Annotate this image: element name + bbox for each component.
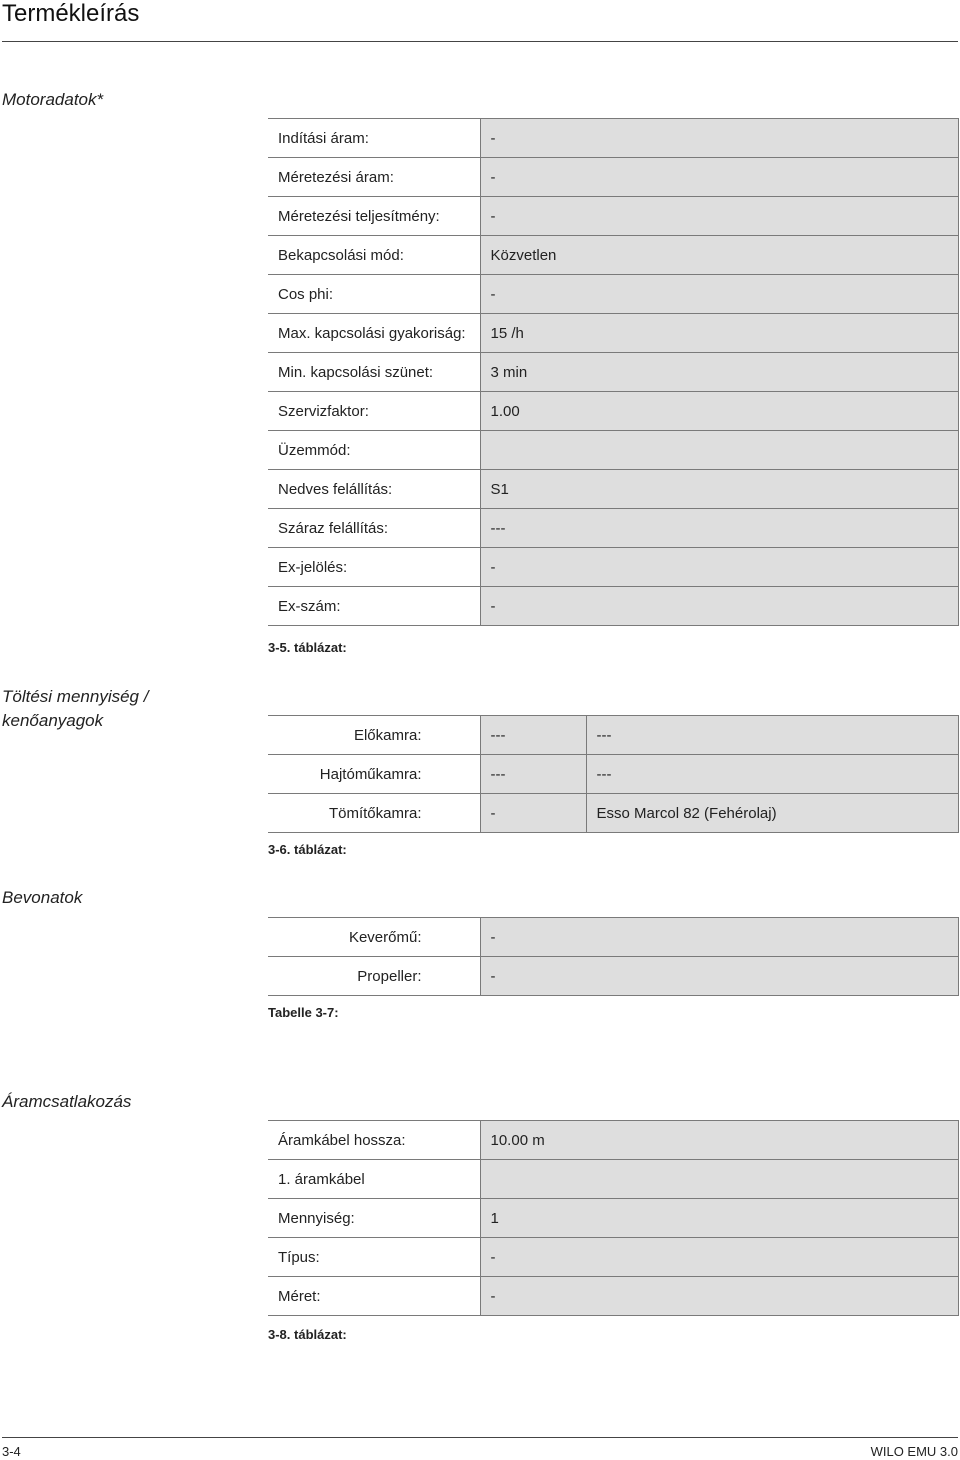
motor-label-cell: Méretezési áram: <box>268 158 480 197</box>
coatings-section-title: Bevonatok <box>2 888 83 907</box>
filling-value1-cell: --- <box>480 716 586 755</box>
coatings-row <box>268 918 958 957</box>
motor-label-cell: Nedves felállítás: <box>268 470 480 509</box>
power-row <box>268 1199 958 1238</box>
power-label-cell: Mennyiség: <box>268 1199 480 1238</box>
coatings-table-caption: Tabelle 3-7: <box>268 1005 339 1020</box>
power-row <box>268 1277 958 1316</box>
coatings-table <box>268 917 959 996</box>
motor-label-cell: Indítási áram: <box>268 119 480 158</box>
filling-table <box>268 715 959 833</box>
motor-value-cell: --- <box>480 509 958 548</box>
motor-row <box>268 392 958 431</box>
motor-row <box>268 275 958 314</box>
power-value-cell <box>480 1160 958 1199</box>
motor-label-cell: Max. kapcsolási gyakoriság: <box>268 314 480 353</box>
power-table-caption: 3-8. táblázat: <box>268 1327 347 1342</box>
power-label-cell: 1. áramkábel <box>268 1160 480 1199</box>
power-value-cell: - <box>480 1277 958 1316</box>
motor-value-cell: 15 /h <box>480 314 958 353</box>
motor-row <box>268 314 958 353</box>
motor-row <box>268 509 958 548</box>
coatings-value-cell: - <box>480 957 958 996</box>
coatings-value-cell: - <box>480 918 958 957</box>
motor-row <box>268 587 958 626</box>
filling-row <box>268 755 958 794</box>
motor-value-cell <box>480 431 958 470</box>
title-divider <box>2 41 958 42</box>
motor-row <box>268 431 958 470</box>
motor-value-cell: - <box>480 587 958 626</box>
power-label-cell: Típus: <box>268 1238 480 1277</box>
coatings-label-cell: Propeller: <box>268 957 480 996</box>
motor-value-cell: 3 min <box>480 353 958 392</box>
motor-label-cell: Üzemmód: <box>268 431 480 470</box>
power-section-title: Áramcsatlakozás <box>2 1092 132 1111</box>
motor-label-cell: Min. kapcsolási szünet: <box>268 353 480 392</box>
motor-row <box>268 470 958 509</box>
motor-value-cell: - <box>480 548 958 587</box>
footer-doc-title: WILO EMU 3.0 <box>870 1444 958 1459</box>
motor-label-cell: Száraz felállítás: <box>268 509 480 548</box>
motor-label-cell: Cos phi: <box>268 275 480 314</box>
motor-row <box>268 119 958 158</box>
filling-value1-cell: - <box>480 794 586 833</box>
motor-row <box>268 236 958 275</box>
motor-value-cell: - <box>480 119 958 158</box>
power-label-cell: Méret: <box>268 1277 480 1316</box>
power-table <box>268 1120 959 1316</box>
motor-row <box>268 197 958 236</box>
motor-value-cell: - <box>480 197 958 236</box>
motor-table-caption: 3-5. táblázat: <box>268 640 347 655</box>
footer-divider <box>2 1437 958 1438</box>
footer-page-number: 3-4 <box>2 1444 21 1459</box>
page-title: Termékleírás <box>2 0 140 27</box>
filling-row <box>268 794 958 833</box>
filling-label-cell: Tömítőkamra: <box>268 794 480 833</box>
motor-label-cell: Bekapcsolási mód: <box>268 236 480 275</box>
power-row <box>268 1238 958 1277</box>
coatings-row <box>268 957 958 996</box>
motor-label-cell: Méretezési teljesítmény: <box>268 197 480 236</box>
power-row <box>268 1121 958 1160</box>
filling-value2-cell: --- <box>586 755 958 794</box>
filling-table-caption: 3-6. táblázat: <box>268 842 347 857</box>
power-value-cell: - <box>480 1238 958 1277</box>
filling-title-line2: kenőanyagok <box>2 711 104 730</box>
motor-value-cell: S1 <box>480 470 958 509</box>
filling-value2-cell: --- <box>586 716 958 755</box>
motor-label-cell: Ex-jelölés: <box>268 548 480 587</box>
motor-row <box>268 353 958 392</box>
filling-title-line1: Töltési mennyiség / <box>2 687 149 706</box>
motor-value-cell: - <box>480 158 958 197</box>
filling-value1-cell: --- <box>480 755 586 794</box>
motor-label-cell: Szervizfaktor: <box>268 392 480 431</box>
motor-row <box>268 158 958 197</box>
power-row <box>268 1160 958 1199</box>
power-value-cell: 10.00 m <box>480 1121 958 1160</box>
filling-label-cell: Előkamra: <box>268 716 480 755</box>
filling-value2-cell: Esso Marcol 82 (Fehérolaj) <box>586 794 958 833</box>
coatings-label-cell: Keverőmű: <box>268 918 480 957</box>
filling-row <box>268 716 958 755</box>
motor-value-cell: Közvetlen <box>480 236 958 275</box>
filling-label-cell: Hajtóműkamra: <box>268 755 480 794</box>
motor-value-cell: 1.00 <box>480 392 958 431</box>
power-value-cell: 1 <box>480 1199 958 1238</box>
motor-table <box>268 118 959 626</box>
motor-label-cell: Ex-szám: <box>268 587 480 626</box>
motor-section-title: Motoradatok* <box>2 90 104 109</box>
motor-value-cell: - <box>480 275 958 314</box>
filling-section-title <box>2 685 148 733</box>
power-label-cell: Áramkábel hossza: <box>268 1121 480 1160</box>
motor-row <box>268 548 958 587</box>
